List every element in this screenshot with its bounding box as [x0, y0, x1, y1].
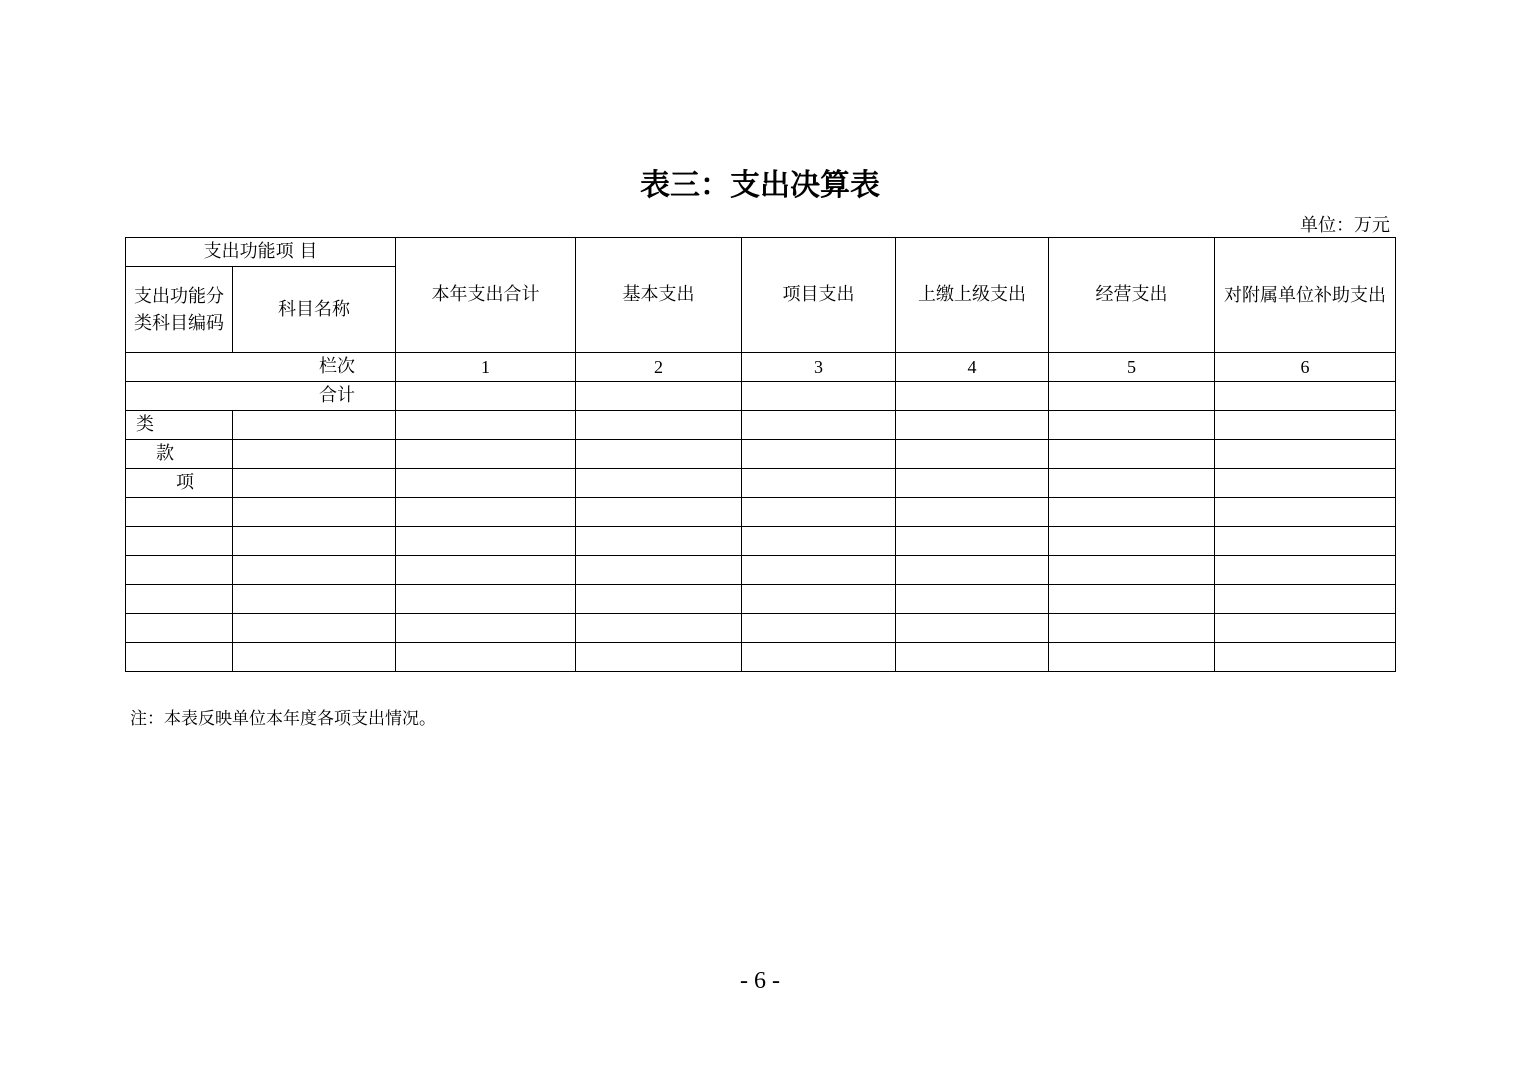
- page-number: - 6 -: [740, 968, 780, 994]
- table-cell: [126, 527, 233, 556]
- table-cell: [742, 469, 896, 498]
- table-cell: [126, 556, 233, 585]
- table-cell: [896, 469, 1049, 498]
- expenditure-table: [125, 237, 1396, 672]
- table-cell: [126, 614, 233, 643]
- col-header-project: 项目支出: [742, 238, 896, 353]
- table-cell: [233, 411, 396, 440]
- category-row: [126, 411, 1396, 440]
- table-note: 注：本表反映单位本年度各项支出情况。: [130, 709, 436, 729]
- col-header-operating: 经营支出: [1049, 238, 1215, 353]
- code-header: 支出功能分类科目编码: [126, 267, 233, 353]
- header-row-1: [126, 238, 1396, 267]
- table-cell: [896, 527, 1049, 556]
- index-cell: 6: [1215, 353, 1396, 382]
- table-cell: [742, 643, 896, 672]
- table-cell: [742, 440, 896, 469]
- index-cell: 5: [1049, 353, 1215, 382]
- table-cell: [896, 498, 1049, 527]
- col-header-remit: 上缴上级支出: [896, 238, 1049, 353]
- table-cell: [396, 498, 576, 527]
- total-label: 合计: [126, 382, 396, 411]
- table-cell: [1215, 469, 1396, 498]
- table-row: [126, 643, 1396, 672]
- table-cell: [233, 585, 396, 614]
- table-cell: [742, 556, 896, 585]
- table-cell: [396, 411, 576, 440]
- table-cell: [233, 614, 396, 643]
- table-cell: [233, 643, 396, 672]
- table-cell: [742, 585, 896, 614]
- item-row: [126, 469, 1396, 498]
- table-cell: [1215, 411, 1396, 440]
- page-title: 表三：支出决算表: [640, 168, 880, 203]
- table-cell: [1215, 527, 1396, 556]
- table-cell: [742, 614, 896, 643]
- table-cell: [576, 440, 742, 469]
- table-cell: [896, 440, 1049, 469]
- col-header-total: 本年支出合计: [396, 238, 576, 353]
- table-cell: [576, 643, 742, 672]
- table-cell: [896, 411, 1049, 440]
- index-cell: 2: [576, 353, 742, 382]
- unit-label: 单位：万元: [1300, 215, 1390, 236]
- group-header: 支出功能项 目: [126, 238, 396, 267]
- table-cell: [396, 527, 576, 556]
- table-cell: [576, 498, 742, 527]
- table-cell: [396, 382, 576, 411]
- table-cell: [396, 469, 576, 498]
- table-row: [126, 556, 1396, 585]
- index-label: 栏次: [126, 353, 396, 382]
- empty-rows: [126, 498, 1396, 672]
- table-cell: [576, 556, 742, 585]
- table-cell: [1049, 411, 1215, 440]
- table-cell: [896, 643, 1049, 672]
- table-cell: [233, 498, 396, 527]
- index-cell: 1: [396, 353, 576, 382]
- table-cell: [576, 614, 742, 643]
- table-cell: [896, 614, 1049, 643]
- table-cell: [1049, 469, 1215, 498]
- table-cell: [1049, 382, 1215, 411]
- table-cell: [896, 382, 1049, 411]
- total-row: [126, 382, 1396, 411]
- table-cell: [576, 382, 742, 411]
- table-cell: [1049, 614, 1215, 643]
- table-cell: [1215, 382, 1396, 411]
- table-cell: [1049, 643, 1215, 672]
- table-cell: [742, 498, 896, 527]
- table-cell: [742, 411, 896, 440]
- table-cell: [576, 527, 742, 556]
- table-cell: [1049, 556, 1215, 585]
- table-cell: [1049, 440, 1215, 469]
- table-cell: [396, 585, 576, 614]
- table-cell: [396, 556, 576, 585]
- table-cell: [576, 585, 742, 614]
- table-cell: [396, 614, 576, 643]
- section-row: [126, 440, 1396, 469]
- table-cell: [233, 440, 396, 469]
- index-row: [126, 353, 1396, 382]
- name-header: 科目名称: [233, 267, 396, 353]
- table-cell: [576, 411, 742, 440]
- table-cell: [233, 527, 396, 556]
- table-cell: [126, 498, 233, 527]
- table-cell: [896, 585, 1049, 614]
- table-cell: [742, 527, 896, 556]
- table-cell: [742, 382, 896, 411]
- table-cell: [1215, 614, 1396, 643]
- table-cell: [1049, 498, 1215, 527]
- table-cell: [396, 643, 576, 672]
- col-header-basic: 基本支出: [576, 238, 742, 353]
- table-cell: [233, 556, 396, 585]
- table-cell: [396, 440, 576, 469]
- level-label-category: 类: [126, 411, 233, 440]
- table-cell: [1049, 527, 1215, 556]
- table-cell: [1215, 440, 1396, 469]
- table-row: [126, 614, 1396, 643]
- table-cell: [126, 585, 233, 614]
- col-header-subsidy: 对附属单位补助支出: [1215, 238, 1396, 353]
- index-cell: 3: [742, 353, 896, 382]
- level-label-section: 款: [126, 440, 233, 469]
- table-cell: [1215, 498, 1396, 527]
- table-row: [126, 527, 1396, 556]
- table-cell: [233, 469, 396, 498]
- table-cell: [1215, 585, 1396, 614]
- table-cell: [126, 643, 233, 672]
- index-cell: 4: [896, 353, 1049, 382]
- table-cell: [1049, 585, 1215, 614]
- table-row: [126, 585, 1396, 614]
- table-cell: [1215, 556, 1396, 585]
- table-cell: [576, 469, 742, 498]
- table-row: [126, 498, 1396, 527]
- level-label-item: 项: [126, 469, 233, 498]
- table-cell: [896, 556, 1049, 585]
- table-cell: [1215, 643, 1396, 672]
